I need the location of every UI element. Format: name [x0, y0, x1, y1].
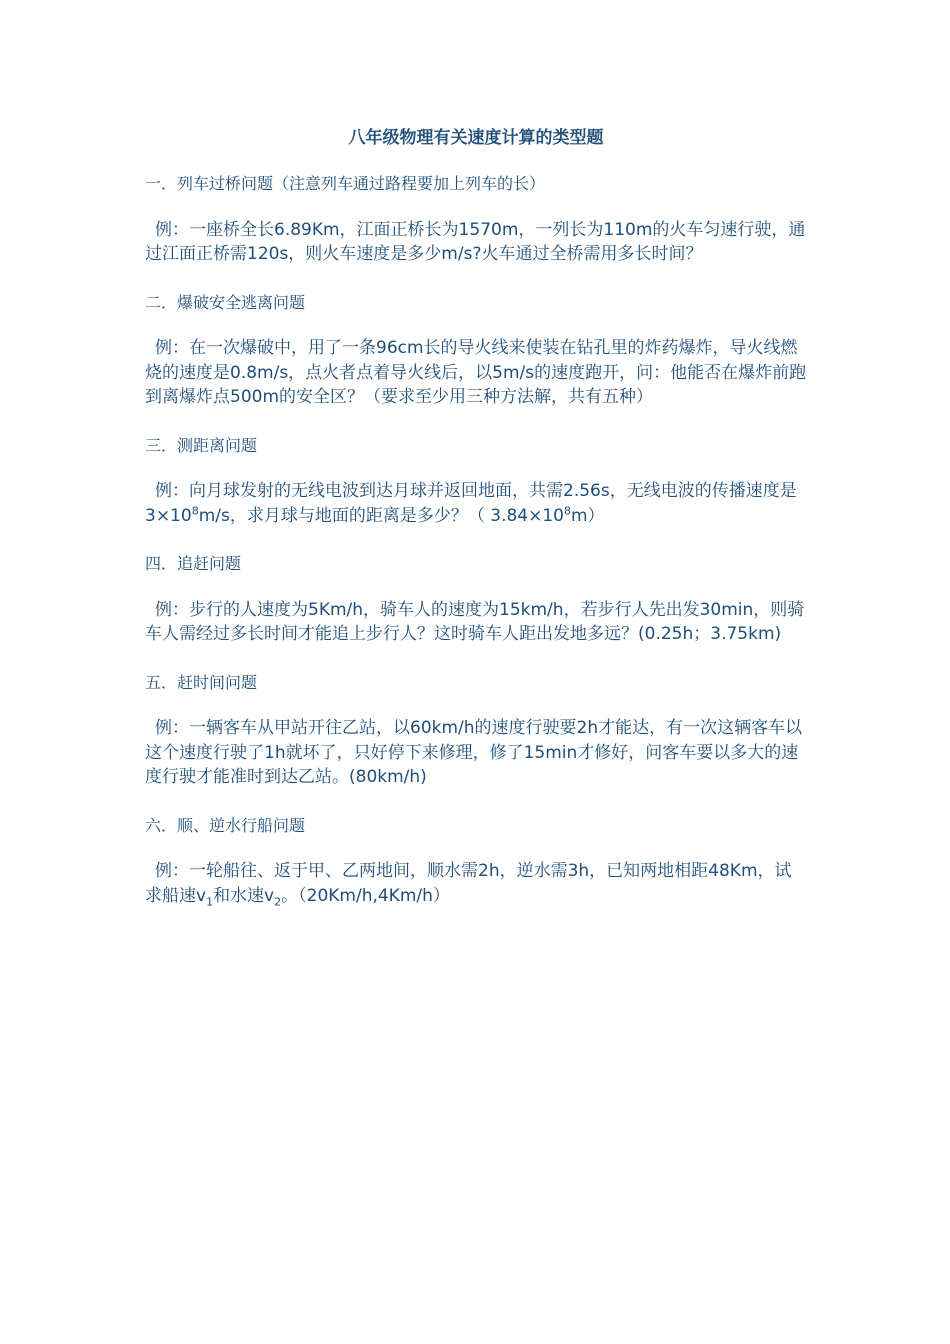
document-title: 八年级物理有关速度计算的类型题: [348, 128, 604, 148]
section-heading-3: 三．测距离问题: [145, 435, 258, 455]
section-example-5: 例：一辆客车从甲站开往乙站，以60km/h的速度行驶要2h才能达，有一次这辆客车以这个速度行驶了1h就坏了，只好停下来修理，修了15min才修好，问客车要以多大的速度行驶才能准时到达乙站。(80km/h): [145, 718, 803, 787]
example-6-text-c: 。（20Km/h,4Km/h）: [281, 885, 450, 906]
example-6-subscript-2: 2: [274, 894, 282, 908]
example-3-exponent-1: 8: [191, 503, 199, 517]
section-example-2: 例：在一次爆破中，用了一条96cm长的导火线来使装在钻孔里的炸药爆炸，导火线燃烧的速度是0.8m/s，点火者点着导火线后，以5m/s的速度跑开，问：他能否在爆炸前跑到离爆炸点500m的安全区？（要求至少用三种方法解，共有五种）: [145, 338, 807, 407]
example-3-text-b: m/s，求月球与地面的距离是多少？（ 3.84×10: [198, 505, 564, 526]
example-6-subscript-1: 1: [206, 894, 214, 908]
section-heading-5: 五．赶时间问题: [145, 672, 258, 692]
section-example-1: 例：一座桥全长6.89Km，江面正桥长为1570m，一列长为110m的火车匀速行驶，通过江面正桥需120s，则火车速度是多少m/s?火车通过全桥需用多长时间？: [145, 219, 806, 264]
section-example-3: [145, 479, 807, 528]
example-6-text-a: 例：一轮船往、返于甲、乙两地间，顺水需2h，逆水需3h，已知两地相距48Km，试求船速v: [145, 861, 792, 906]
example-3-exponent-2: 8: [563, 503, 571, 517]
section-heading-1: 一．列车过桥问题（注意列车通过路程要加上列车的长）: [145, 174, 546, 193]
section-heading-2: 二．爆破安全逃离问题: [145, 292, 306, 312]
example-6-text-b: 和水速v: [213, 885, 275, 906]
example-3-text-c: m）: [570, 505, 605, 526]
section-heading-4: 四．追赶问题: [145, 554, 242, 573]
section-example-6: [145, 859, 807, 908]
section-example-4: 例：步行的人速度为5Km/h，骑车人的速度为15km/h，若步行人先出发30min，则骑车人需经过多长时间才能追上步行人？这时骑车人距出发地多远？(0.25h；3.75km): [145, 599, 805, 644]
section-heading-6: 六．顺、逆水行船问题: [145, 815, 306, 835]
example-3-text-a: 例：向月球发射的无线电波到达月球并返回地面，共需2.56s，无线电波的传播速度是3×10: [145, 481, 797, 526]
document-page: [145, 124, 807, 932]
